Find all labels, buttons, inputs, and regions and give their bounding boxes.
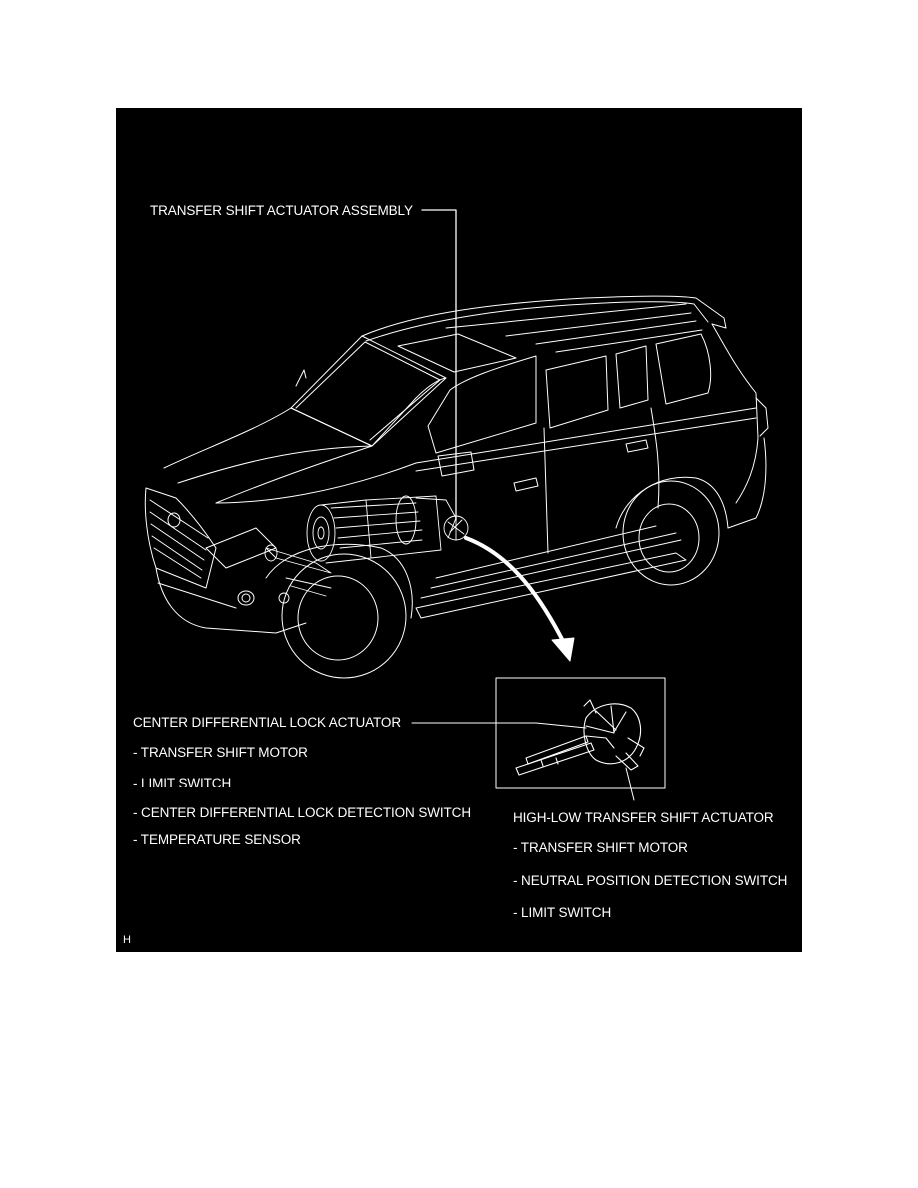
list-item: - TEMPERATURE SENSOR [133, 832, 301, 847]
label-high-low-transfer-shift-actuator: HIGH-LOW TRANSFER SHIFT ACTUATOR [513, 810, 774, 825]
list-item: - LIMIT SWITCH [513, 905, 612, 920]
figure-code: H [123, 934, 131, 946]
list-item: - NEUTRAL POSITION DETECTION SWITCH [513, 873, 788, 888]
vehicle-icon [145, 296, 768, 678]
pointer-arrow-icon [466, 538, 574, 661]
diagram-panel [116, 108, 802, 952]
label-center-differential-lock-actuator: CENTER DIFFERENTIAL LOCK ACTUATOR [133, 715, 401, 730]
list-item: - TRANSFER SHIFT MOTOR [133, 745, 308, 760]
label-transfer-shift-actuator-assembly: TRANSFER SHIFT ACTUATOR ASSEMBLY [150, 203, 413, 218]
inset-detail-box [412, 678, 665, 800]
list-item: - LIMIT SWITCH [133, 776, 232, 787]
list-item: - TRANSFER SHIFT MOTOR [513, 840, 688, 855]
list-item: - CENTER DIFFERENTIAL LOCK DETECTION SWITCH [133, 805, 471, 820]
